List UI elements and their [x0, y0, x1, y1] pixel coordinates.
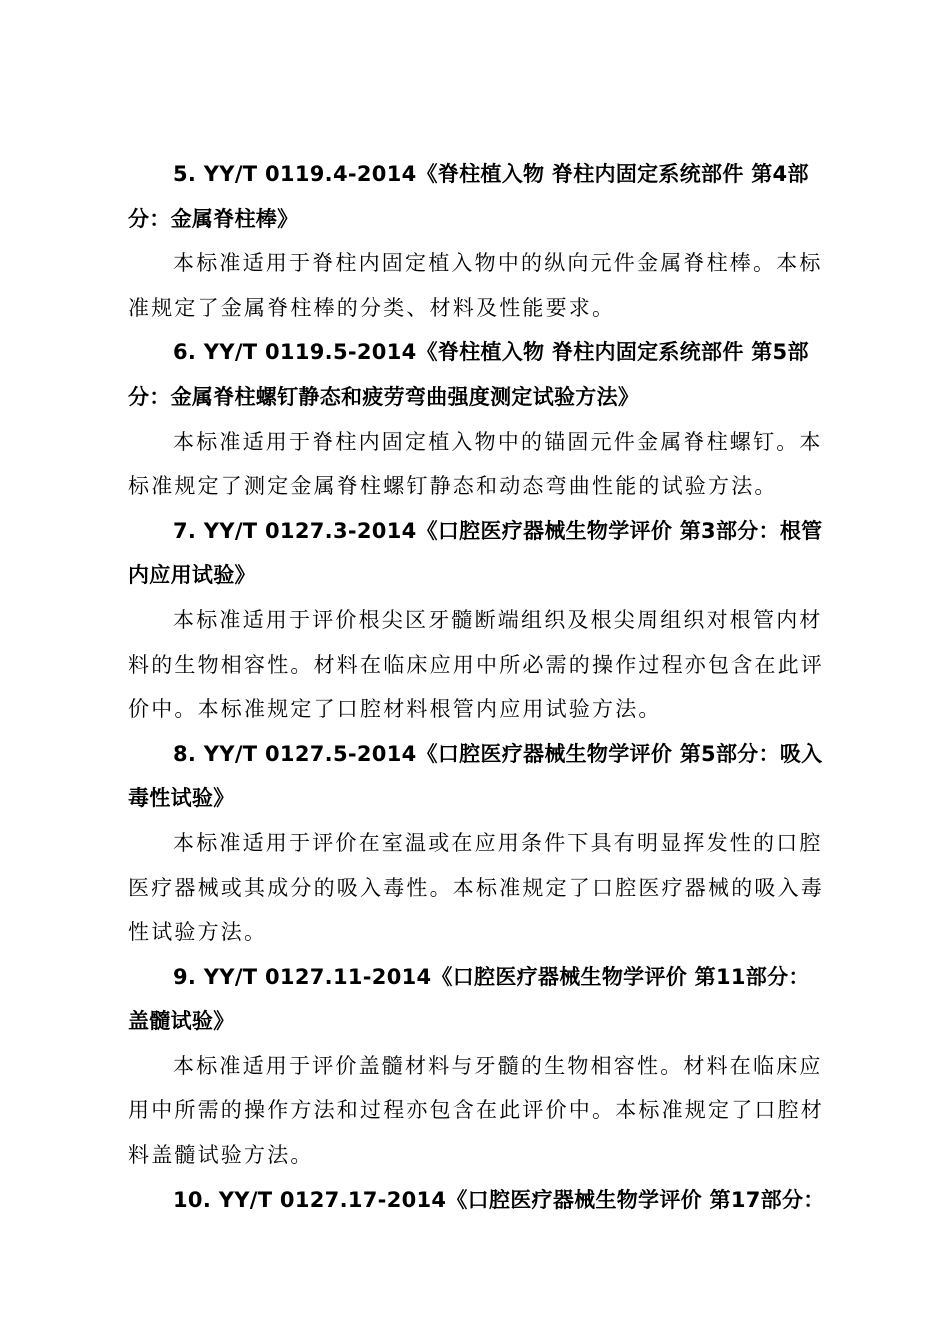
standard-title: 8. YY/T 0127.5-2014《口腔医疗器械生物学评价 第5部分：吸入毒性试验》: [128, 741, 823, 811]
standard-description: 本标准适用于脊柱内固定植入物中的锚固元件金属脊柱螺钉。本标准规定了测定金属脊柱螺钉静态和动态弯曲性能的试验方法。: [128, 429, 823, 499]
standard-description: 本标准适用于评价根尖区牙髓断端组织及根尖周组织对根管内材料的生物相容性。材料在临床应用中所必需的操作过程亦包含在此评价中。本标准规定了口腔材料根管内应用试验方法。: [128, 607, 824, 722]
standard-title: 9. YY/T 0127.11-2014《口腔医疗器械生物学评价 第11部分：盖髓试验》: [128, 964, 810, 1034]
standard-entry: [128, 1178, 828, 1223]
standard-title: 5. YY/T 0119.4-2014《脊柱植入物 脊柱内固定系统部件 第4部分：金属脊柱棒》: [128, 162, 809, 231]
standard-entry: [128, 509, 828, 732]
standard-entry: [128, 955, 828, 1178]
document-body: [128, 152, 828, 1222]
standard-description: 本标准适用于评价在室温或在应用条件下具有明显挥发性的口腔医疗器械或其成分的吸入毒性。本标准规定了口腔医疗器械的吸入毒性试验方法。: [128, 830, 824, 945]
standard-description: 本标准适用于评价盖髓材料与牙髓的生物相容性。材料在临床应用中所需的操作方法和过程亦包含在此评价中。本标准规定了口腔材料盖髓试验方法。: [128, 1053, 824, 1168]
standard-description: 本标准适用于脊柱内固定植入物中的纵向元件金属脊柱棒。本标准规定了金属脊柱棒的分类、材料及性能要求。: [128, 251, 823, 320]
standard-entry: [128, 330, 828, 508]
standard-title: 7. YY/T 0127.3-2014《口腔医疗器械生物学评价 第3部分：根管内应用试验》: [128, 518, 823, 588]
standard-title: 10. YY/T 0127.17-2014《口腔医疗器械生物学评价 第17部分：: [173, 1187, 825, 1212]
standard-title: 6. YY/T 0119.5-2014《脊柱植入物 脊柱内固定系统部件 第5部分：金属脊柱螺钉静态和疲劳弯曲强度测定试验方法》: [128, 340, 809, 409]
standard-entry: [128, 732, 828, 955]
standard-entry: [128, 152, 828, 330]
